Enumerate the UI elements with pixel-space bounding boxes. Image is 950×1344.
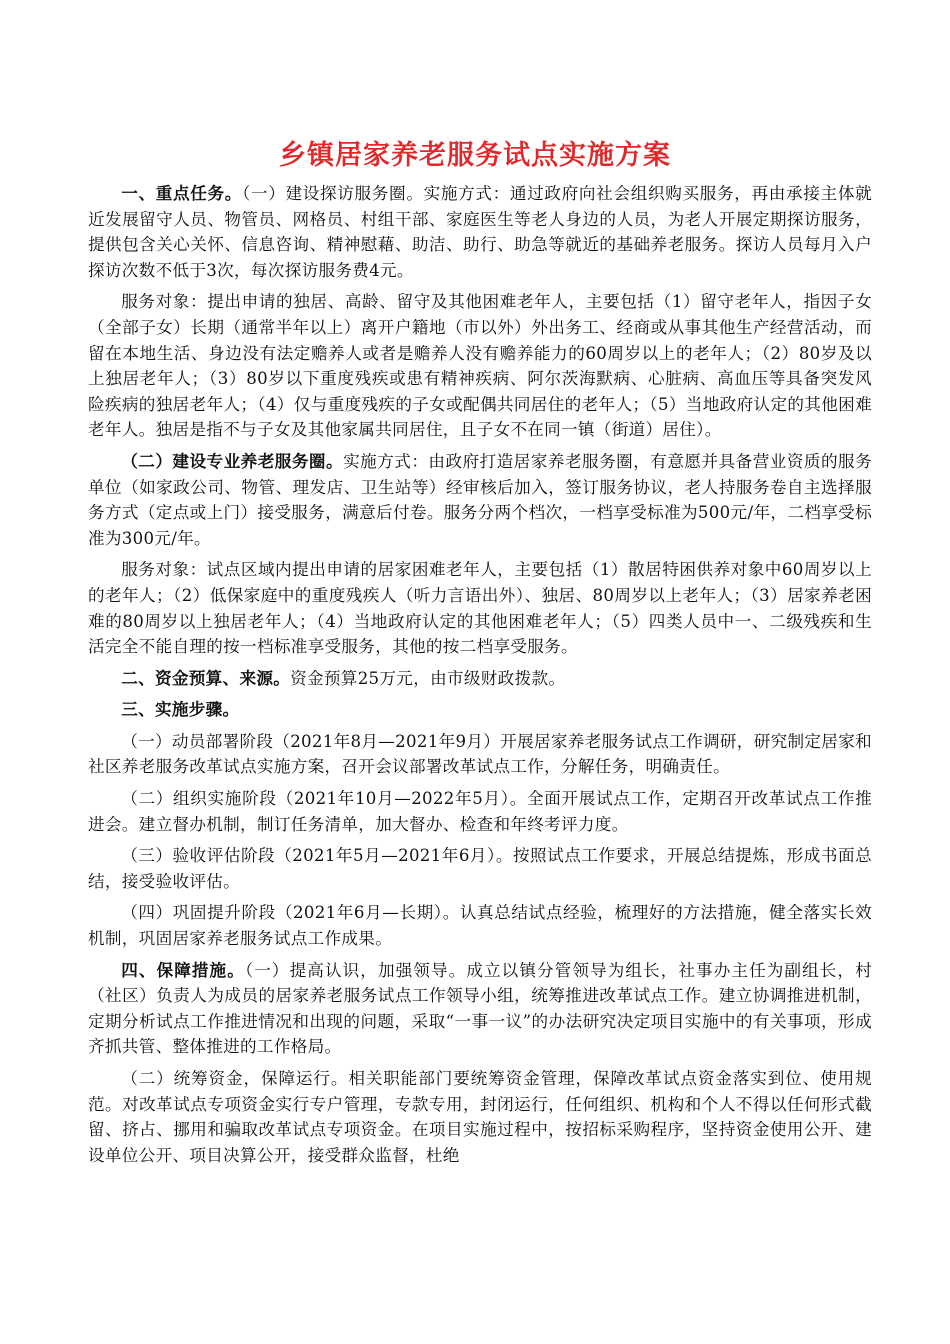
paragraph-key-tasks [88,181,872,283]
section-heading: （二）建设专业养老服务圈。 [121,450,344,471]
paragraph-text: 实施方式：由政府打造居家养老服务圈，有意愿并具备营业资质的服务单位（如家政公司、物管、理发店、卫生站等）经审核后加入，签订服务协议，老人持服务卷自主选择服务方式（定点或上门）接受服务，满意后付卷。服务分两个档次，一档享受标准为500元/年，二档享受标准为300元/年。 [88,451,872,548]
section-heading: 二、资金预算、来源。 [121,667,291,688]
paragraph-text: 服务对象：试点区域内提出申请的居家困难老年人，主要包括（1）散居特困供养对象中60周岁以上的老年人；（2）低保家庭中的重度残疾人（听力言语出外）、独居、80周岁以上老年人；（3）居家养老困难的80周岁以上独居老年人；（4）当地政府认定的其他困难老年人；（5）四类人员中一、二级残疾和生活完全不能自理的按一档标准享受服务，其他的按二档享受服务。 [88,560,872,657]
paragraph-text: （一）提高认识，加强领导。成立以镇分管领导为组长，社事办主任为副组长，村（社区）负责人为成员的居家养老服务试点工作领导小组，统筹推进改革试点工作。建立协调推进机制，定期分析试点工作推进情况和出现的问题，采取“一事一议”的办法研究决定项目实施中的有关事项，形成齐抓共管、整体推进的工作格局。 [88,960,872,1057]
paragraph-text: 服务对象：提出申请的独居、高龄、留守及其他困难老年人，主要包括（1）留守老年人，指因子女（全部子女）长期（通常半年以上）离开户籍地（市以外）外出务工、经商或从事其他生产经营活动，而留在本地生活、身边没有法定赡养人或者是赡养人没有赡养能力的60周岁以上的老年人；（2）80岁及以上独居老年人；（3）80岁以下重度残疾或患有精神疾病、阿尔茨海默病、心脏病、高血压等具备突发风险疾病的独居老年人；（4）仅与重度残疾的子女或配偶共同居住的老年人；（5）当地政府认定的其他困难老年人。独居是指不与子女及其他家属共同居住，且子女不在同一镇（街道）居住）。 [88,292,872,440]
paragraph-budget [88,666,872,692]
paragraph-implementation-steps [88,697,872,723]
document-title: 乡镇居家养老服务试点实施方案 [279,140,671,171]
section-heading: 四、保障措施。 [121,959,245,980]
paragraph-safeguard-measures [88,958,872,1060]
paragraph-visit-service-targets [88,289,872,443]
paragraph-step-acceptance [88,843,872,894]
paragraph-fund-coordination [88,1066,872,1168]
paragraph-text: （一）建设探访服务圈。实施方式：通过政府向社会组织购买服务，再由承接主体就近发展留守人员、物管员、网格员、村组干部、家庭医生等老人身边的人员，为老人开展定期探访服务，提供包含关心关怀、信息咨询、精神慰藉、助洁、助行、助急等就近的基础养老服务。探访人员每月入户探访次数不低于3次，每次探访服务费4元。 [88,184,872,280]
document-body [88,181,872,1174]
paragraph-text: （一）动员部署阶段（2021年8月—2021年9月）开展居家养老服务试点工作调研，研究制定居家和社区养老服务改革试点实施方案，召开会议部署改革试点工作，分解任务，明确责任。 [88,731,872,777]
paragraph-step-mobilization [88,729,872,780]
paragraph-text: 资金预算25万元，由市级财政拨款。 [290,668,566,688]
paragraph-text: （二）组织实施阶段（2021年10月—2022年5月）。全面开展试点工作，定期召开改革试点工作推进会。建立督办机制，制订任务清单，加大督办、检查和年终考评力度。 [88,789,872,834]
paragraph-text: （三）验收评估阶段（2021年5月—2021年6月）。按照试点工作要求，开展总结提炼，形成书面总结，接受验收评估。 [88,846,872,891]
paragraph-text: （二）统筹资金，保障运行。相关职能部门要统筹资金管理，保障改革试点资金落实到位、使用规范。对改革试点专项资金实行专户管理，专款专用，封闭运行，任何组织、机构和个人不得以任何形式截留、挤占、挪用和骗取改革试点专项资金。在项目实施过程中，按招标采购程序，坚持资金使用公开、建设单位公开、项目决算公开，接受群众监督，杜绝 [88,1069,872,1165]
paragraph-professional-service-targets [88,557,872,659]
paragraph-step-implementation [88,786,872,837]
paragraph-professional-service-circle [88,449,872,551]
section-heading: 一、重点任务。 [121,183,243,203]
paragraph-step-consolidation [88,900,872,951]
section-heading: 三、实施步骤。 [121,699,240,720]
paragraph-text: （四）巩固提升阶段（2021年6月—长期）。认真总结试点经验，梳理好的方法措施，健全落实长效机制，巩固居家养老服务试点工作成果。 [88,903,872,949]
